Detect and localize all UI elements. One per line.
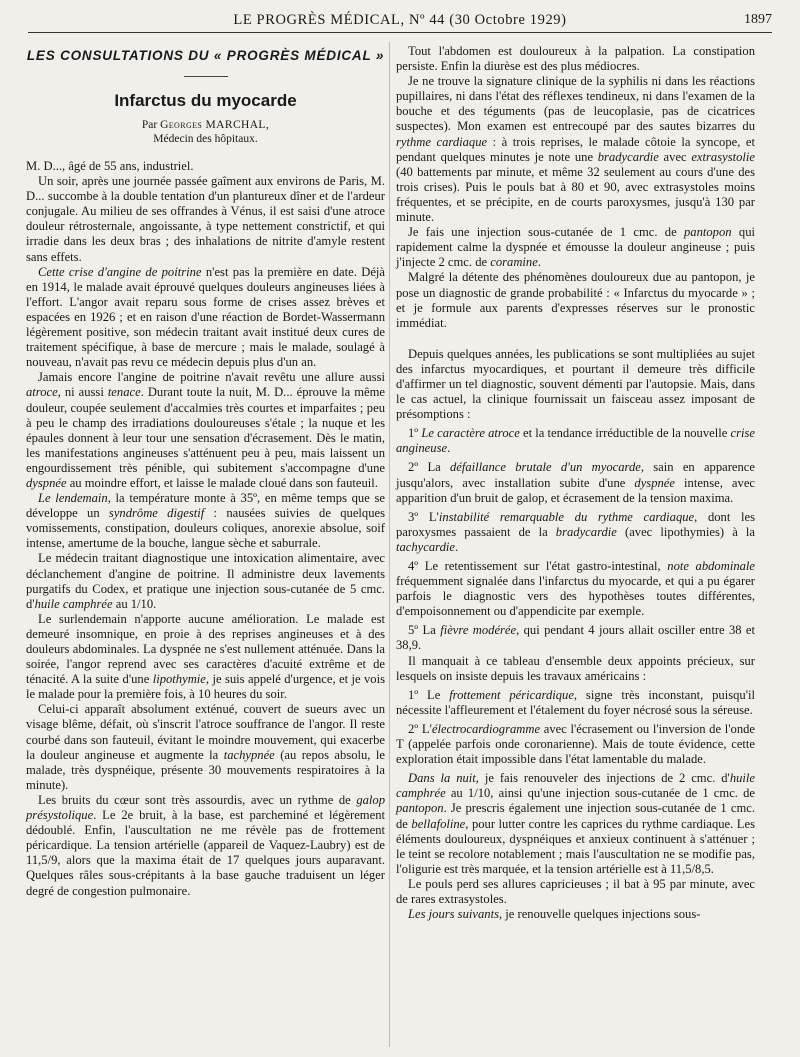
list-item: 1º Le frottement péricardique, signe très inconstant, puisqu'il nécessite l'affleurement et l'étalement du foyer nécrosé sous la séreuse. — [396, 687, 755, 717]
page-number: 1897 — [744, 12, 772, 27]
paragraph: Les jours suivants, je renouvelle quelques injections sous- — [408, 907, 701, 922]
paragraph: Jamais encore l'angine de poitrine n'avait revêtu une allure aussi atroce, ni aussi tenace. Durant toute la nuit, M. D... éprouve la même douleur, coupée seulement d'accalmies très courtes et imparfaites ; peu à peu le champ des irradiations douloureuses s'étale ; la nuque et les épaules donnent à leur tour une sensation d'écrasement. Dès le matin, les manifestations angineuses s'atténuent peu à peu, mais laissent un engourdissement très pénible, qui subitement s'accompagne d'une dyspnée au moindre effort, et laisse le malade cloué dans son fauteuil. — [26, 370, 385, 490]
list-item: 4º Le retentissement sur l'état gastro-intestinal, note abdominale fréquemment signalée dans l'infarctus du myocarde, et qui a pu égarer parfois le diagnostic vers des hypothèses toutes différentes, d'empoisonnement ou d'appendicite par exemple. — [396, 559, 755, 619]
list-item: 2º L'électrocardiogramme avec l'écrasement ou l'inversion de l'onde T (appelée parfois onde coronarienne). Mais de toute évidence, cette exploration était impossible dans l'état lamentable du malade. — [396, 721, 756, 767]
paragraph: Cette crise d'angine de poitrine n'est pas la première en date. Déjà en 1914, le malade avait éprouvé quelques douleurs angineuses liées à l'effort. L'angor avait reparu sous forme de crises assez brèves et espacées en 1926 ; et en raison d'une réaction de Bordet-Wassermann légèrement positive, son médecin traitant avait institué deux cures de traitement spécifique, à base de mercure ; mais le malade, soulagé à nouveau, n'avait pas revu ce médecin depuis plus d'un an. — [26, 264, 385, 370]
column-divider — [389, 42, 390, 1047]
paragraph: Celui-ci apparaît absolument exténué, couvert de sueurs avec un visage blême, défait, où s'inscrit l'atroce souffrance de l'angor. Il reste courbé dans son fauteuil, évitant le moindre mouvement, qui exacerbe la douleur angineuse et augmente la tachypnée (au repos absolu, le malade, très dyspnéique, présente 30 mouvements respiratoires à la minute). — [26, 702, 385, 792]
paragraph: M. D..., âgé de 55 ans, industriel. — [26, 159, 194, 173]
left-column — [26, 44, 385, 899]
paragraph: Je ne trouve la signature clinique de la syphilis ni dans les réactions pupillaires, ni dans l'état des réflexes tendineux, ni dans l'examen de la bouche et des téguments (pas de leucoplasie, pas de cicatrices suspectes). Mon examen est entrecoupé par des sautes bizarres du rythme cardiaque : à trois reprises, le malade côtoie la syncope, et pendant quelques minutes je note une bradycardie avec extrasystolie (40 battements par minute, et même 32 seulement au cours d'une des trois crises). Puis le pouls bat à 80 et 90, avec extrasystoles moins fréquentes, et se précipite, en de courts paroxysmes, jusqu'à 130 par minute. — [396, 74, 756, 225]
paragraph: Le surlendemain n'apporte aucune amélioration. Le malade est demeuré insomnique, en proie à des reprises angineuses et à des douleurs abdominales. La dyspnée ne s'est nullement atténuée. Dans la soirée, l'angor reprend avec ses caractères d'acuité extrême et de ténacité. A la suite d'une lipothymie, je suis appelé d'urgence, et je vois le malade pour la première fois, à 10 heures du soir. — [26, 611, 386, 702]
list-item: 1º Le caractère atroce et la tendance irréductible de la nouvelle crise angineuse. — [396, 426, 755, 456]
author-name: Georges MARCHAL, — [160, 119, 270, 131]
byline — [26, 118, 385, 132]
paragraph: Le pouls perd ses allures capricieuses ; il bat à 95 par minute, avec de rares extrasystoles. — [396, 876, 755, 906]
paragraph: Il manquait à ce tableau d'ensemble deux appoints précieux, sur lesquels on insiste depuis les travaux américains : — [396, 653, 755, 683]
paragraph: Malgré la détente des phénomènes douloureux due au pantopon, je pose un diagnostic de grande probabilité : « Infarctus du myocarde » ; et je formule aux parents d'expresses réserves sur le pronostic immédiat. — [396, 270, 755, 330]
list-item: 5º La fièvre modérée, qui pendant 4 jours allait osciller entre 38 et 38,9. — [396, 623, 755, 653]
running-title: LE PROGRÈS MÉDICAL, Nº 44 (30 Octobre 1929) — [233, 12, 567, 28]
running-head — [28, 10, 772, 33]
list-item: 2º La défaillance brutale d'un myocarde, sain en apparence jusqu'alors, avec installation subite d'une dyspnée intense, avec apparition d'un bruit de galop, et écrasement de la tension maxima. — [396, 460, 755, 505]
list-item: 3º L'instabilité remarquable du rythme cardiaque, dont les paroxysmes passaient de la bradycardie (avec lipothymies) à la tachycardie. — [396, 509, 755, 554]
right-column — [396, 44, 755, 922]
paragraph: Tout l'abdomen est douloureux à la palpation. La constipation persiste. Enfin la diurèse est des plus médiocres. — [396, 44, 755, 74]
section-heading: LES CONSULTATIONS DU « PROGRÈS MÉDICAL » — [26, 48, 385, 63]
article-title: Infarctus du myocarde — [114, 91, 297, 110]
heading-rule — [184, 76, 228, 77]
paragraph: Un soir, après une journée passée gaîment aux environs de Paris, M. D... succombe à la double tentation d'un plantureux dîner et de l'ardeur conjugale. Au milieu de ses offrandes à Vénus, il est saisi d'une atroce douleur rétrosternale, angoissante, à type nettement constrictif, et qui irradie dans les deux bras ; des inhalations de nitrite d'amyle restent sans effets. — [26, 174, 385, 264]
paragraph: Je fais une injection sous-cutanée de 1 cmc. de pantopon qui rapidement calme la dyspnée et émousse la douleur angineuse ; puis j'injecte 2 cmc. de coramine. — [396, 225, 755, 270]
paragraph: Dans la nuit, je fais renouveler des injections de 2 cmc. d'huile camphrée au 1/10, ainsi qu'une injection sous-cutanée de 1 cmc. de pantopon. Je prescris également une injection sous-cutanée de 1 cmc. de bellafoline, pour lutter contre les caprices du rythme cardiaque. Les éléments douloureux, dyspnéiques et anxieux continuent à s'atténuer ; le teint se recolore notablement ; mais l'auscultation ne se modifie pas, l'oligurie est très marquée, et la tension artérielle est à 11,5/8,5. — [396, 771, 755, 876]
paragraph: Les bruits du cœur sont très assourdis, avec un rythme de galop présystolique. Le 2e bruit, à la base, est parcheminé et légèrement dédoublé. Enfin, l'auscultation ne me révèle pas de frottement péricardique. La tension artérielle (appareil de Vaquez-Laubry) est de 11,5/9, alors que la maxima était de 17 quelques jours auparavant. Quelques râles sous-crépitants à la base gauche traduisent un léger degré de congestion pulmonaire. — [26, 792, 385, 898]
paragraph: Le médecin traitant diagnostique une intoxication alimentaire, avec déclanchement d'angine de poitrine. Il administre deux lavements purgatifs du Codex, et pratique une injection sous-cutanée de 5 cmc. d'huile camphrée au 1/10. — [26, 551, 385, 611]
paragraph: Depuis quelques années, les publications se sont multipliées au sujet des infarctus myocardiques, et pourtant il demeure très difficile d'affirmer un tel diagnostic, souvent démenti par l'autopsie. Mais, dans le cas actuel, la clinique fournissait un faisceau assez imposant de présomptions : — [396, 346, 755, 422]
paragraph: Le lendemain, la température monte à 35º, en même temps que se développe un syndrôme digestif : nausées suivies de quelques vomissements, constipation, douleurs coliques, anorexie absolue, soif intense, amertume de la bouche, langue sèche et saburrale. — [26, 491, 385, 551]
byline-prefix: Par — [141, 119, 161, 131]
author-affiliation: Médecin des hôpitaux. — [153, 133, 258, 145]
